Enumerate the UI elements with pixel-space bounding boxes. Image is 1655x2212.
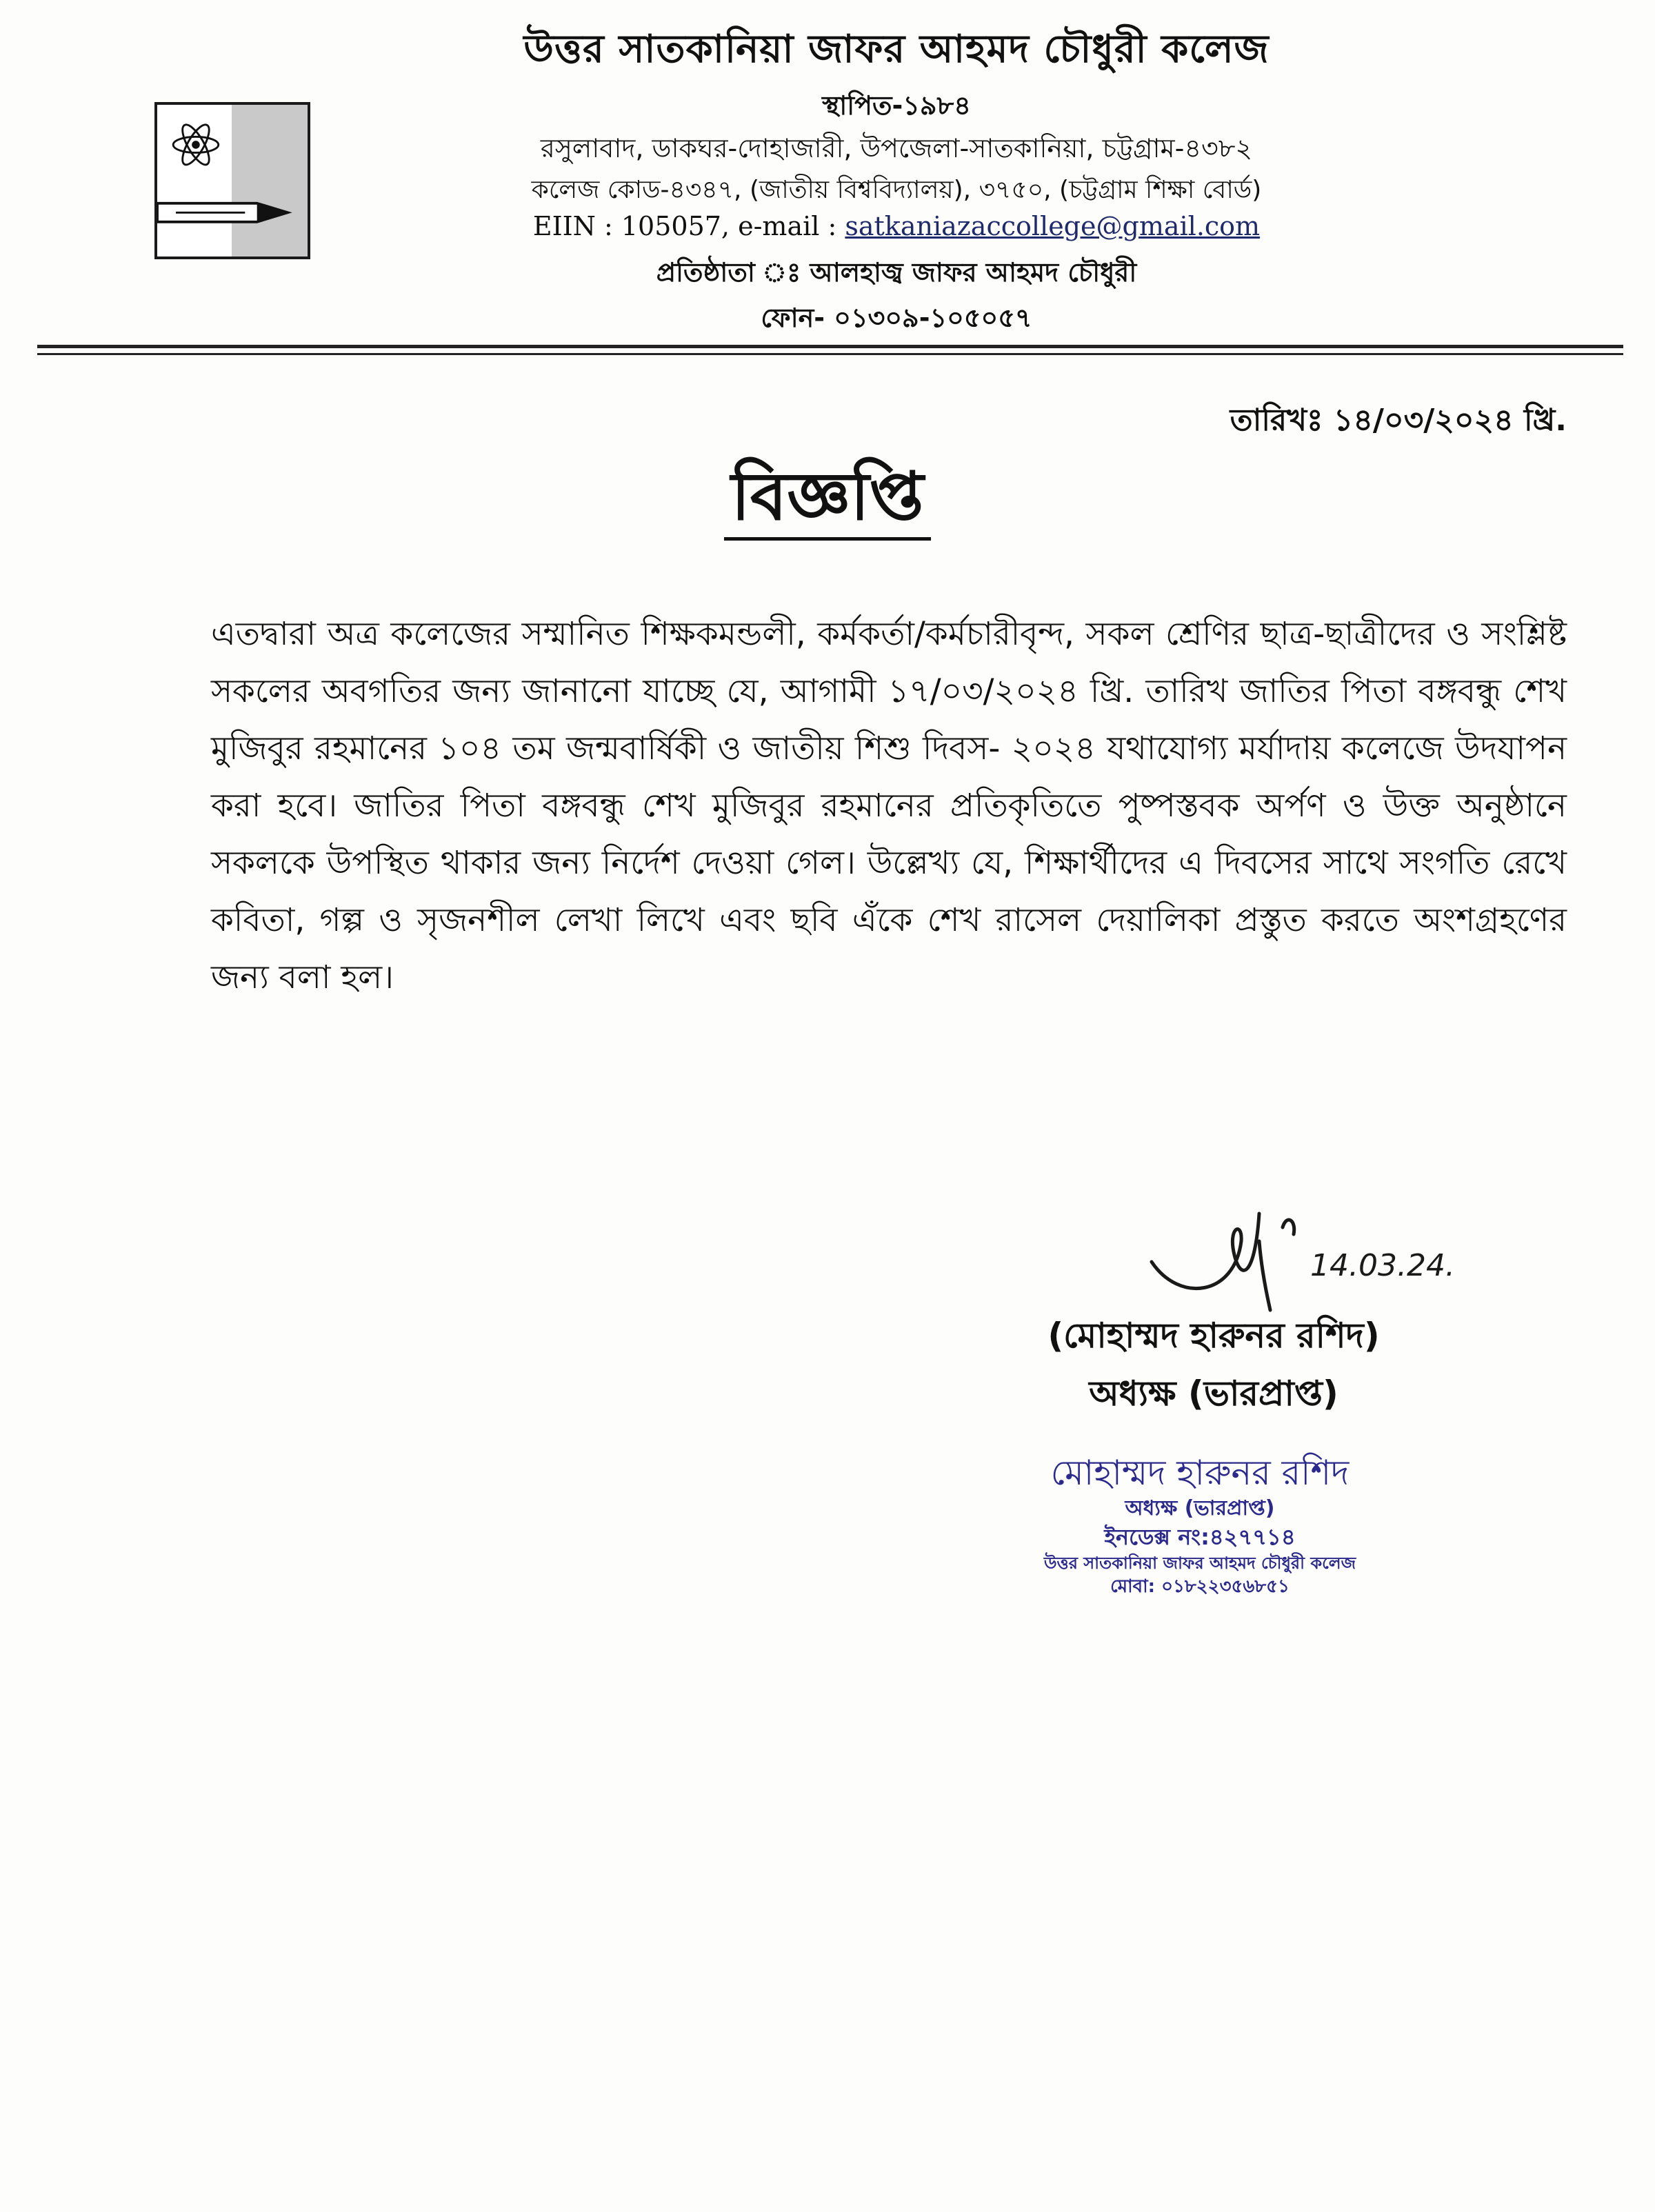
signatory-name: (মোহাম্মদ হারুনর রশিদ) <box>1047 1316 1380 1356</box>
stamp-mobile: মোবা: ০১৮২২৩৫৬৮৫১ <box>1110 1576 1290 1597</box>
stamp-title: অধ্যক্ষ (ভারপ্রাপ্ত) <box>1125 1496 1275 1520</box>
logo-emblem-icon <box>157 105 308 257</box>
eiin-email-line <box>359 211 1434 241</box>
email-link[interactable]: satkaniazaccollege@gmail.com <box>845 211 1261 241</box>
signature-scribble-icon <box>1124 1200 1538 1317</box>
founder-line: প্রতিষ্ঠাতা ঃ আলহাজ্ব জাফর আহমদ চৌধুরী <box>656 257 1137 288</box>
stamp-index: ইনডেক্স নং:৪২৭৭১৪ <box>1104 1524 1296 1550</box>
notice-title <box>0 458 1655 541</box>
stamp-name: মোহাম্মদ হারুনর রশিদ <box>1050 1453 1350 1493</box>
phone-line: ফোন- ০১৩০৯-১০৫০৫৭ <box>761 303 1032 333</box>
notice-date: তারিখঃ ১৪/০৩/২০২৪ খ্রি. <box>1230 403 1567 438</box>
eiin-text: EIIN : 105057, e-mail : <box>532 211 845 241</box>
notice-body: এতদ্বারা অত্র কলেজের সম্মানিত শিক্ষকমন্ডলী, কর্মকর্তা/কর্মচারীবৃন্দ, সকল শ্রেণির ছাত্র-ছাত্রীদের ও সংশ্লিষ্ট সকলের অবগতির জন্য জানানো যাচ্ছে যে, আগামী ১৭/০৩/২০২৪ খ্রি. তারিখ জাতির পিতা বঙ্গবন্ধু শেখ মুজিবুর রহমানের ১০৪ তম জন্মবার্ষিকী ও জাতীয় শিশু দিবস- ২০২৪ যথাযোগ্য মর্যাদায় কলেজে উদযাপন করা হবে। জাতির পিতা বঙ্গবন্ধু শেখ মুজিবুর রহমানের প্রতিকৃতিতে পুষ্পস্তবক অর্পণ ও উক্ত অনুষ্ঠানে সকলকে উপস্থিত থাকার জন্য নির্দেশ দেওয়া গেল। উল্লেখ্য যে, শিক্ষার্থীদের এ দিবসের সাথে সংগতি রেখে কবিতা, গল্প ও সৃজনশীল লেখা লিখে এবং ছবি এঁকে শেখ রাসেল দেয়ালিকা প্রস্তুত করতে অংশগ্রহণের জন্য বলা হল। <box>211 615 1567 996</box>
college-address: রসুলাবাদ, ডাকঘর-দোহাজারী, উপজেলা-সাতকানিয়া, চট্টগ্রাম-৪৩৮২ <box>540 133 1253 163</box>
header-divider-bottom <box>37 353 1623 355</box>
header-divider-top <box>37 345 1623 348</box>
college-code-line: কলেজ কোড-৪৩৪৭, (জাতীয় বিশ্ববিদ্যালয়), ৩৭৫০, (চট্টগ্রাম শিক্ষা বোর্ড) <box>531 176 1262 204</box>
college-logo <box>154 102 310 259</box>
notice-title-text: বিজ্ঞপ্তি <box>724 459 930 541</box>
official-stamp <box>986 1451 1414 1598</box>
signature-date: 14.03.24. <box>1310 1248 1455 1283</box>
college-name: উত্তর সাতকানিয়া জাফর আহমদ চৌধুরী কলেজ <box>523 27 1270 72</box>
stamp-college: উত্তর সাতকানিয়া জাফর আহমদ চৌধুরী কলেজ <box>1043 1554 1356 1573</box>
signature <box>1124 1200 1538 1317</box>
established-year: স্থাপিত-১৯৮৪ <box>822 90 971 121</box>
signatory-title: অধ্যক্ষ (ভারপ্রাপ্ত) <box>1089 1374 1338 1414</box>
